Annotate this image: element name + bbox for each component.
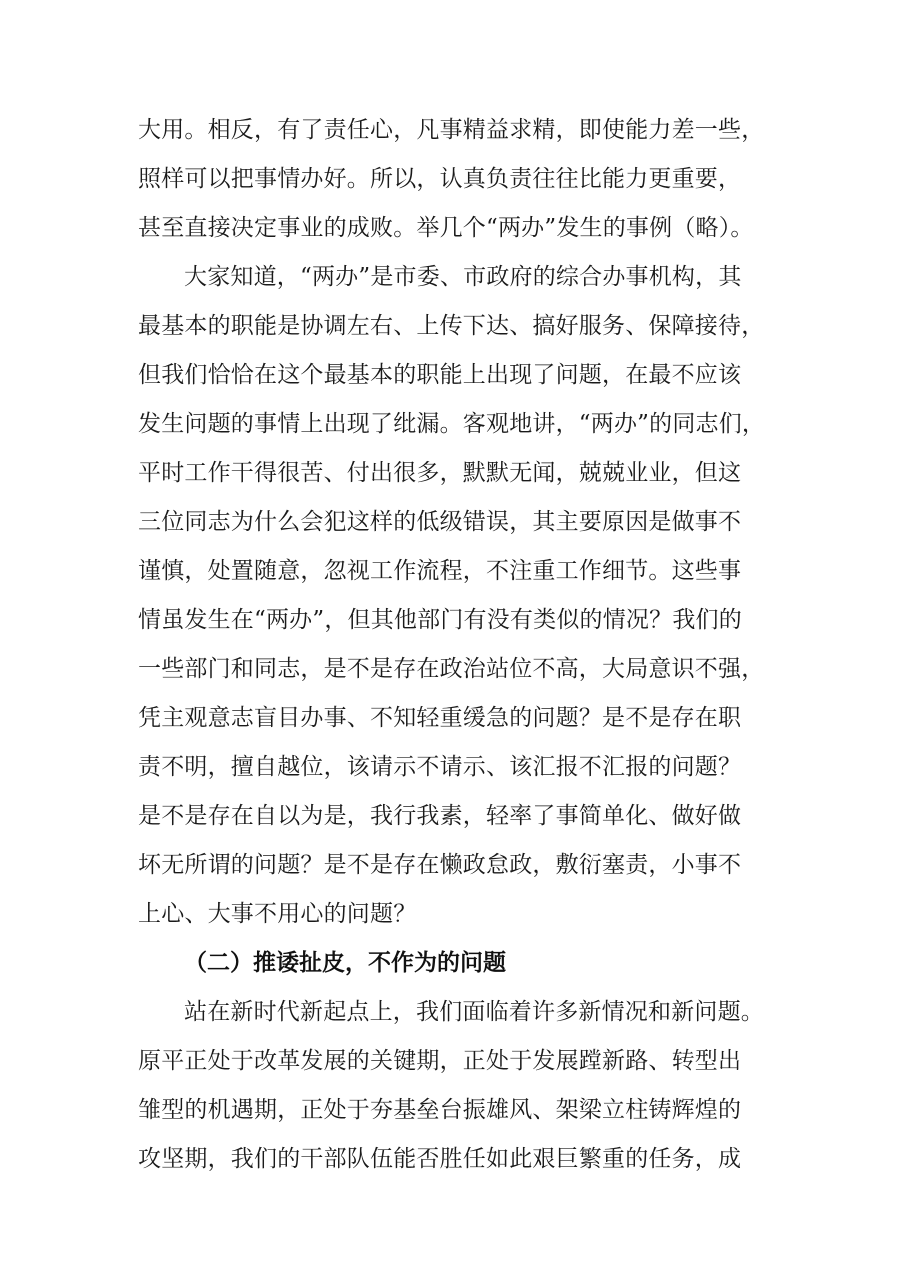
- text-line: 责不明，擅自越位，该请示不请示、该汇报不汇报的问题？: [138, 754, 742, 780]
- text-line: 攻坚期，我们的干部队伍能否胜任如此艰巨繁重的任务，成: [138, 1146, 742, 1172]
- text-line: 是不是存在自以为是，我行我素，轻率了事简单化、做好做: [138, 803, 742, 829]
- text-line: 一些部门和同志，是不是存在政治站位不高，大局意识不强，: [138, 656, 765, 682]
- text-line: 大用。相反，有了责任心，凡事精益求精，即使能力差一些，: [138, 117, 765, 143]
- text-line: 坏无所谓的问题？是不是存在懒政怠政，敷衍塞责，小事不: [138, 852, 742, 878]
- text-line: 照样可以把事情办好。所以，认真负责往往比能力更重要，: [138, 166, 742, 192]
- paragraph-start-line: 大家知道，“两办”是市委、市政府的综合办事机构，其: [184, 264, 742, 290]
- text-line: 三位同志为什么会犯这样的低级错误，其主要原因是做事不: [138, 509, 742, 535]
- text-line: 最基本的职能是协调左右、上传下达、搞好服务、保障接待，: [138, 313, 765, 339]
- text-line: 雏型的机遇期，正处于夯基垒台振雄风、架梁立柱铸辉煌的: [138, 1097, 742, 1123]
- text-line: 谨慎，处置随意，忽视工作流程，不注重工作细节。这些事: [138, 558, 742, 584]
- text-line: 但我们恰恰在这个最基本的职能上出现了问题，在最不应该: [138, 362, 742, 388]
- section-heading: （二）推诿扯皮，不作为的问题: [184, 949, 506, 976]
- text-line: 凭主观意志盲目办事、不知轻重缓急的问题？是不是存在职: [138, 705, 742, 731]
- text-line: 甚至直接决定事业的成败。举几个“两办”发生的事例（略）。: [138, 215, 754, 241]
- text-line: 原平正处于改革发展的关键期，正处于发展蹚新路、转型出: [138, 1048, 742, 1074]
- text-line: 发生问题的事情上出现了纰漏。客观地讲，“两办”的同志们，: [138, 411, 766, 437]
- paragraph-start-line: 站在新时代新起点上，我们面临着许多新情况和新问题。: [184, 999, 764, 1025]
- text-line: 上心、大事不用心的问题？: [138, 901, 417, 927]
- text-line: 平时工作干得很苦、付出很多，默默无闻，兢兢业业，但这: [138, 460, 742, 486]
- text-line: 情虽发生在“两办”，但其他部门有没有类似的情况？我们的: [138, 607, 742, 633]
